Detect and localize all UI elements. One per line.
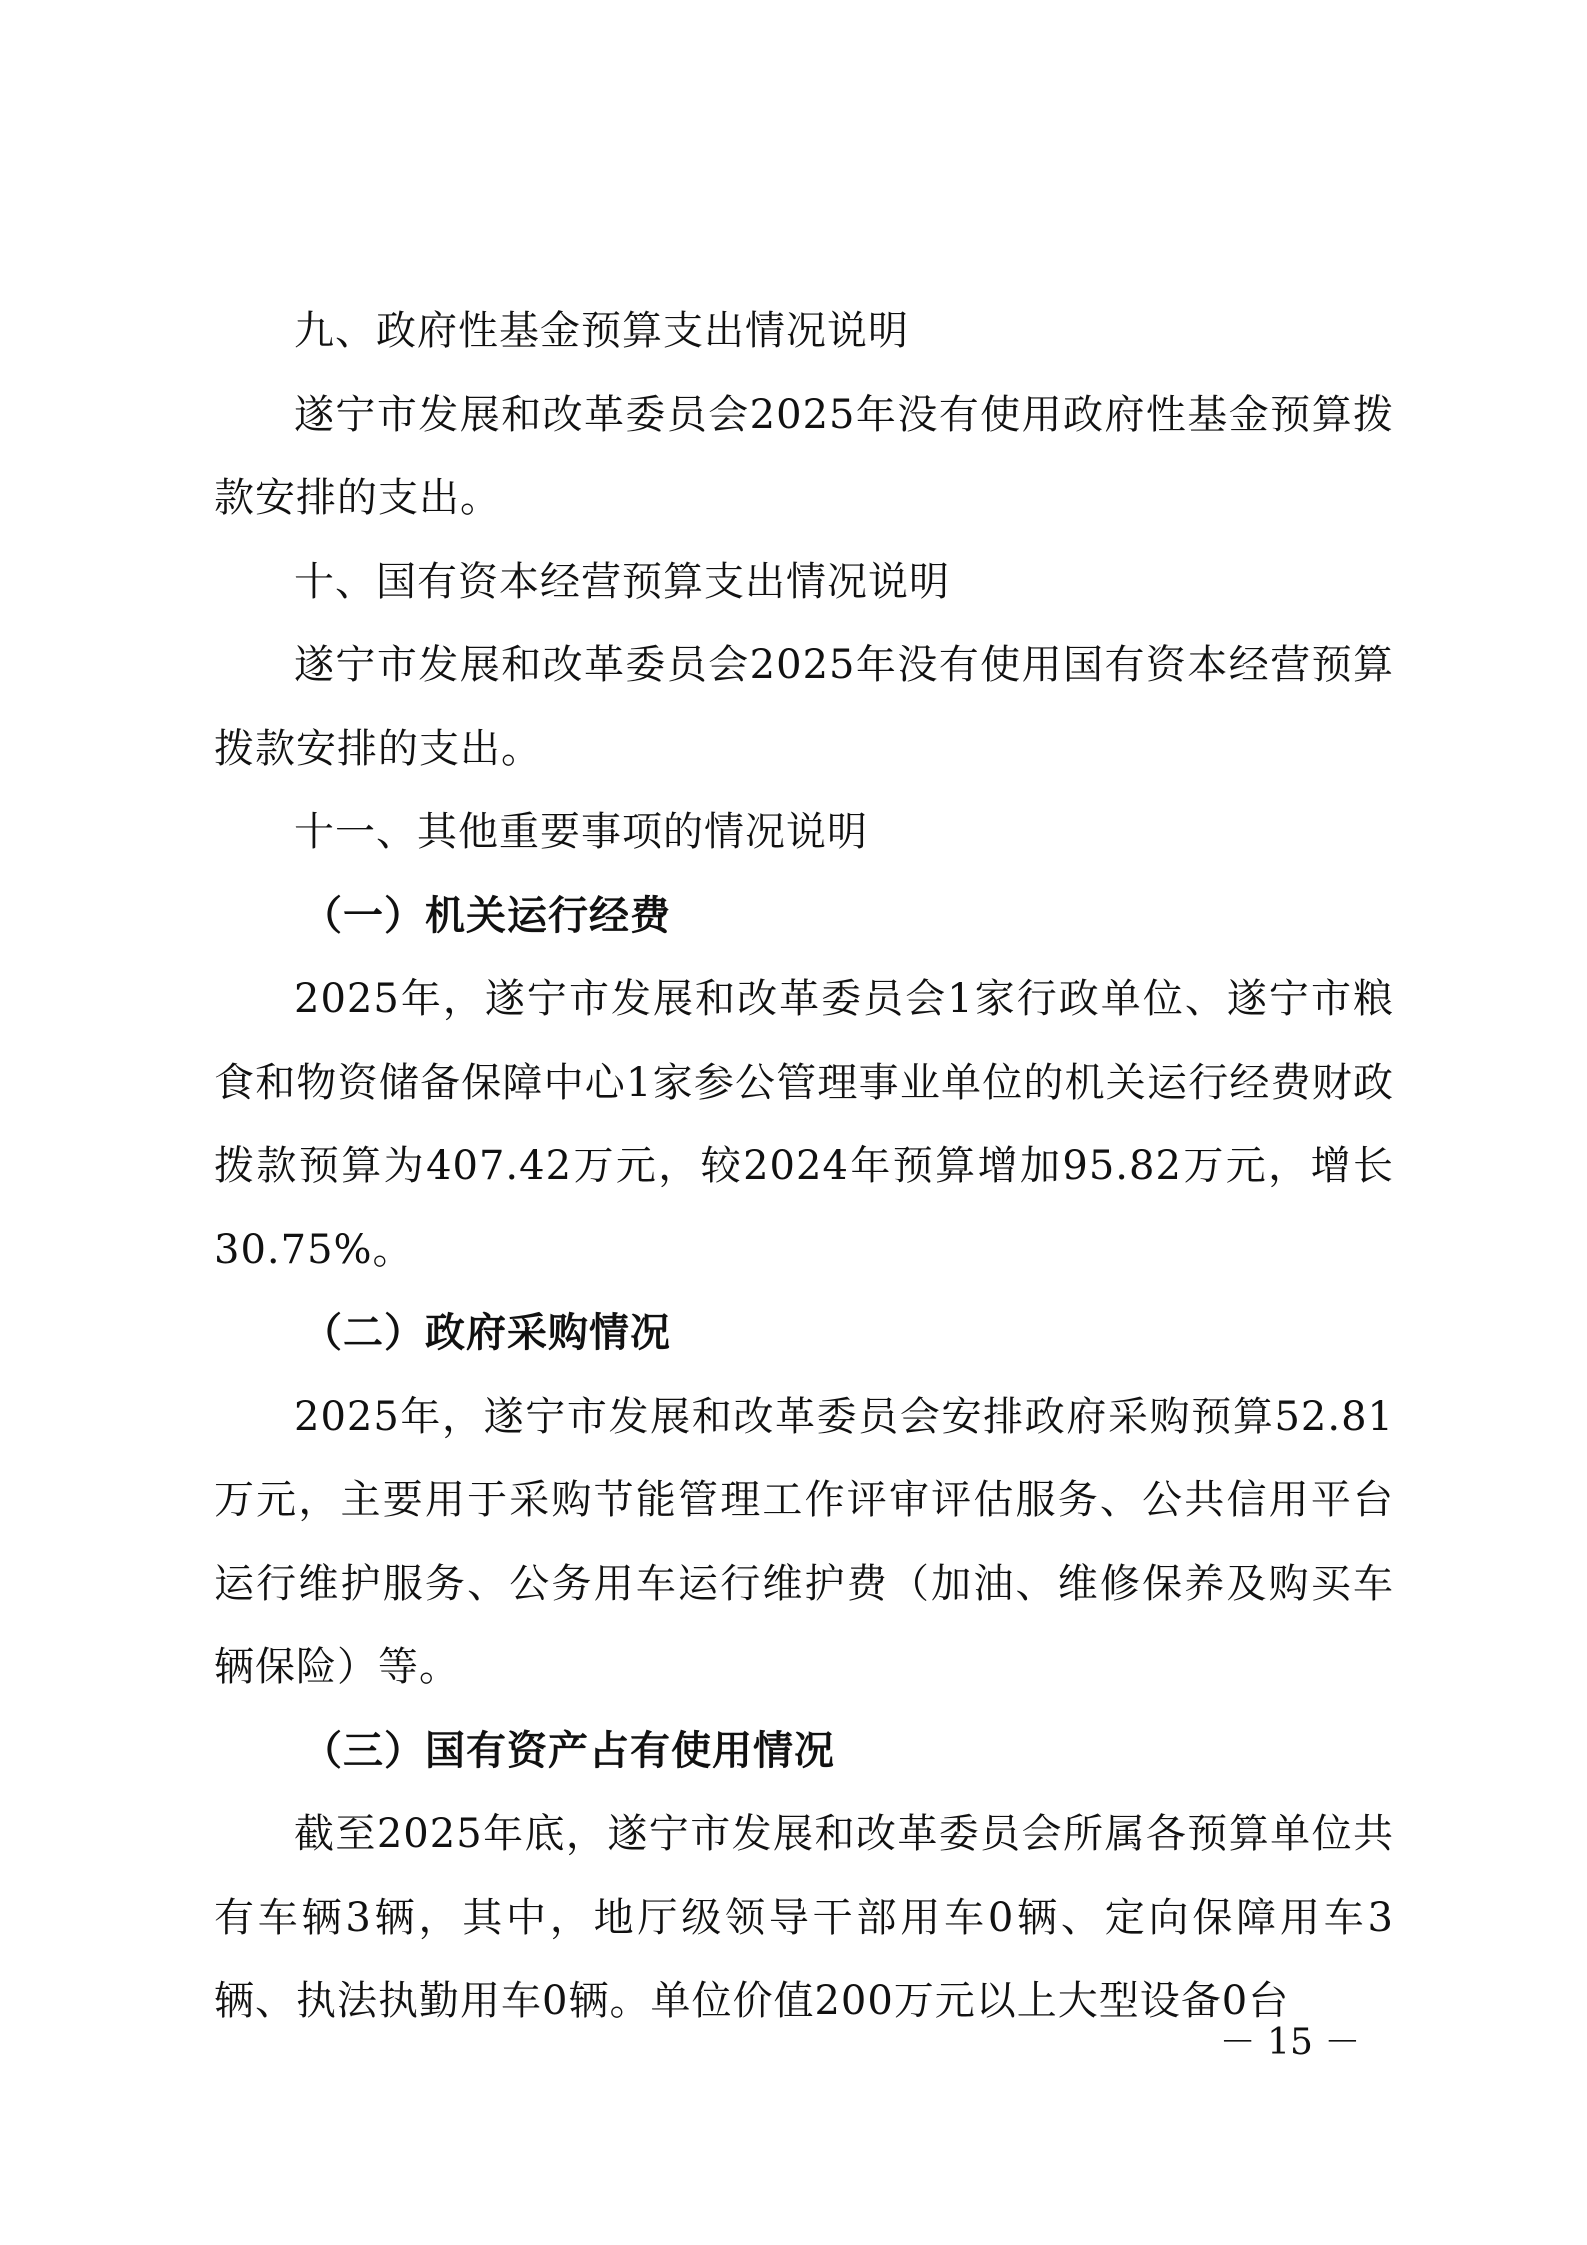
subsection-paragraph-government-procurement: 2025年，遂宁市发展和改革委员会安排政府采购预算52.81万元，主要用于采购节能管理工作评审评估服务、公共信用平台运行维护服务、公务用车运行维护费（加油、维修保养及购买车辆保险）等。	[214, 1393, 1394, 1690]
subsection-paragraph-state-assets: 截至2025年底，遂宁市发展和改革委员会所属各预算单位共有车辆3辆，其中，地厅级领导干部用车0辆、定向保障用车3辆、执法执勤用车0辆。单位价值200万元以上大型设备0台	[214, 1811, 1394, 2024]
section-heading-state-capital: 十、国有资本经营预算支出情况说明	[294, 558, 950, 605]
subsection-heading-state-assets: （三）国有资产占有使用情况	[302, 1727, 835, 1774]
subsection-heading-operating-expenses: （一）机关运行经费	[302, 892, 671, 939]
section-paragraph-government-fund: 遂宁市发展和改革委员会2025年没有使用政府性基金预算拨款安排的支出。	[214, 391, 1394, 521]
section-paragraph-state-capital: 遂宁市发展和改革委员会2025年没有使用国有资本经营预算拨款安排的支出。	[214, 642, 1394, 772]
page-number: － 15 －	[1219, 2022, 1361, 2063]
section-heading-government-fund: 九、政府性基金预算支出情况说明	[294, 308, 909, 354]
section-heading-other-matters: 十一、其他重要事项的情况说明	[294, 809, 868, 855]
document-body	[214, 290, 1394, 2044]
subsection-paragraph-operating-expenses: 2025年，遂宁市发展和改革委员会1家行政单位、遂宁市粮食和物资储备保障中心1家参公管理事业单位的机关运行经费财政拨款预算为407.42万元，较2024年预算增加95.82万元，增长30.75%。	[214, 976, 1394, 1273]
subsection-heading-government-procurement: （二）政府采购情况	[302, 1310, 671, 1356]
